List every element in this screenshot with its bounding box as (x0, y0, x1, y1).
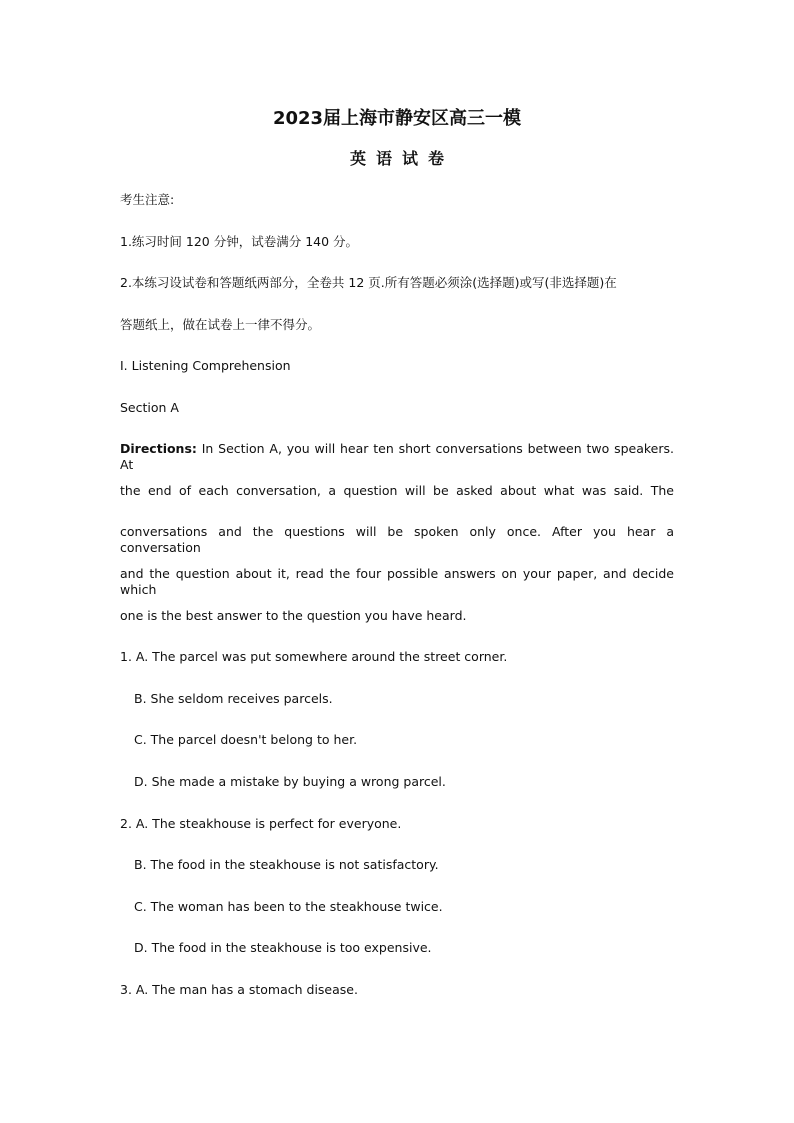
notice-item-1: 1.练习时间 120 分钟，试卷满分 140 分。 (120, 234, 359, 249)
directions-text-1: In Section A, you will hear ten short conversations between two speakers. At (120, 441, 674, 472)
part-heading: I. Listening Comprehension (120, 358, 291, 373)
question-1-option-a: 1. A. The parcel was put somewhere around the street corner. (120, 649, 508, 664)
directions-line-5: one is the best answer to the question you have heard. (120, 608, 467, 623)
notice-item-2-line-2: 答题纸上，做在试卷上一律不得分。 (120, 317, 321, 332)
question-1-option-d: D. She made a mistake by buying a wrong parcel. (134, 774, 446, 789)
question-2-option-b: B. The food in the steakhouse is not satisfactory. (134, 857, 439, 872)
directions-line-1 (120, 441, 674, 473)
page-subtitle: 英语试卷 (349, 149, 454, 168)
directions-label: Directions: (120, 441, 197, 456)
notice-heading: 考生注意: (120, 192, 175, 207)
question-number: 1. (120, 649, 136, 664)
section-heading: Section A (120, 400, 179, 415)
question-2-option-a: 2. A. The steakhouse is perfect for everyone. (120, 816, 402, 831)
question-2-option-d: D. The food in the steakhouse is too expensive. (134, 940, 432, 955)
question-number: 3. (120, 982, 136, 997)
question-2-option-c: C. The woman has been to the steakhouse twice. (134, 899, 443, 914)
directions-line-4: and the question about it, read the four possible answers on your paper, and decide which (120, 566, 674, 597)
question-1-option-b: B. She seldom receives parcels. (134, 691, 333, 706)
question-1-option-c: C. The parcel doesn't belong to her. (134, 732, 358, 747)
notice-item-2-line-1: 2.本练习设试卷和答题纸两部分，全卷共 12 页.所有答题必须涂(选择题)或写(非选择题)在 (120, 275, 617, 290)
directions-line-3: conversations and the questions will be spoken only once. After you hear a conversation (120, 524, 674, 555)
page-title: 2023届上海市静安区高三一模 (272, 108, 522, 129)
directions-line-2: the end of each conversation, a question will be asked about what was said. The (120, 483, 674, 498)
question-number: 2. (120, 816, 136, 831)
question-3-option-a: 3. A. The man has a stomach disease. (120, 982, 358, 997)
